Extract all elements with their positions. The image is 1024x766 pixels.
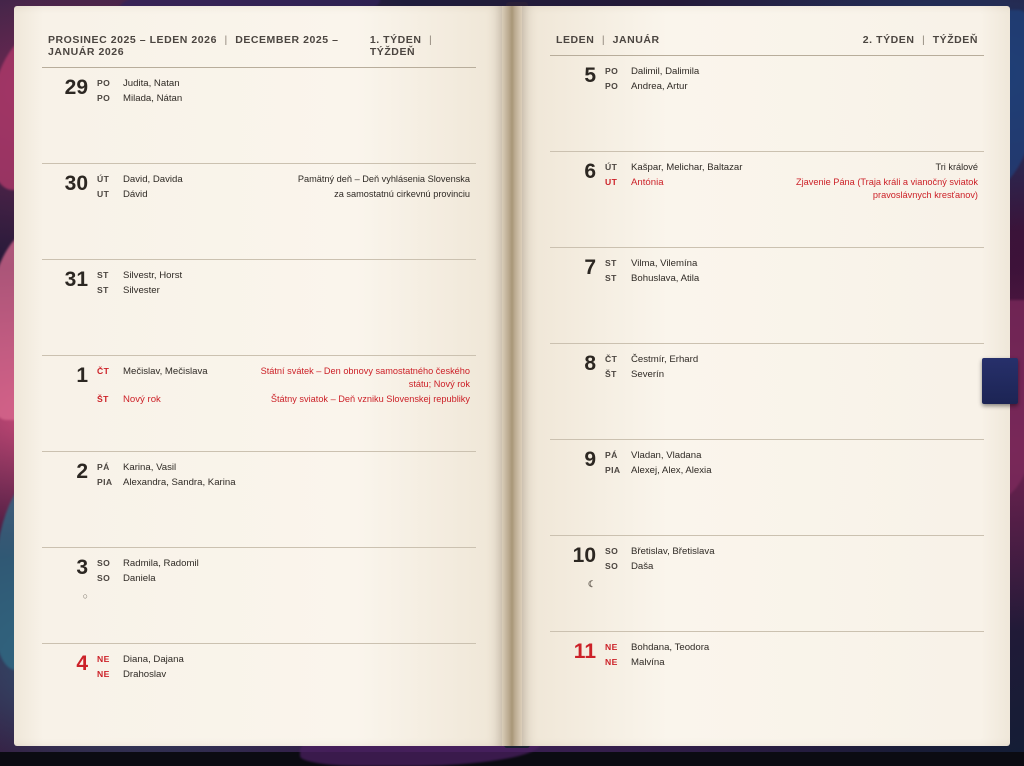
weekday-abbr: PÁ — [605, 450, 618, 460]
day-number: 30 — [64, 172, 88, 195]
day-number-block — [48, 269, 97, 355]
day-number: 10 — [572, 544, 596, 567]
name-day-names: Alexandra, Sandra, Karina — [123, 476, 236, 488]
name-day-names: Severín — [631, 368, 665, 380]
day-number-block — [556, 545, 605, 631]
day-note: Tri králové — [935, 162, 978, 172]
weekday-abbr: PO — [97, 92, 111, 103]
weekday-abbr: PIA — [605, 464, 621, 475]
book-gutter — [502, 6, 522, 746]
name-day-entry — [605, 176, 978, 203]
day-number: 1 — [76, 364, 88, 387]
weekday-abbr: ST — [97, 270, 109, 280]
day-number-block — [556, 257, 605, 343]
day-number: 7 — [584, 256, 596, 279]
day-note-secondary: za samostatnú cirkevnú provinciu — [334, 188, 470, 199]
name-day-entry — [97, 284, 470, 298]
weekday-abbr: ČT — [605, 354, 618, 364]
day-row[interactable] — [550, 440, 984, 536]
name-day-names: Malvína — [631, 656, 665, 668]
day-number-block — [48, 173, 97, 259]
day-row[interactable] — [550, 344, 984, 440]
day-number: 6 — [584, 160, 596, 183]
name-day-entry — [97, 77, 470, 91]
name-day-entry — [605, 161, 978, 175]
day-entries — [605, 353, 978, 439]
day-row[interactable] — [550, 152, 984, 248]
name-day-entry — [97, 188, 470, 202]
right-header-title-sk: JANUÁR — [612, 34, 660, 46]
day-number: 11 — [573, 640, 596, 663]
name-day-entry — [605, 80, 978, 94]
name-day-entry — [605, 368, 978, 382]
left-day-rows — [42, 68, 476, 738]
elastic-closure-band[interactable] — [982, 358, 1018, 404]
day-row[interactable] — [42, 356, 476, 452]
name-day-entry — [605, 464, 978, 478]
weekday-abbr: NE — [605, 656, 618, 667]
right-header-week-cs: 2. TÝDEN — [862, 34, 915, 46]
name-day-names: Bohuslava, Atila — [631, 272, 700, 284]
name-day-names: Nový rok — [123, 393, 161, 405]
left-header-sep-2: | — [428, 34, 433, 46]
name-day-names: Vilma, Vilemína — [631, 258, 698, 269]
day-entries — [97, 269, 470, 355]
day-row[interactable] — [42, 452, 476, 548]
day-number: 31 — [64, 268, 88, 291]
weekday-abbr: ČT — [97, 366, 110, 376]
name-day-entry — [97, 269, 470, 283]
day-note: Státní svátek – Den obnovy samostatného českého státu; Nový rok — [260, 366, 470, 390]
weekday-abbr: PO — [97, 78, 111, 88]
day-entries — [97, 557, 470, 643]
weekday-abbr: PO — [605, 80, 619, 91]
name-day-entry — [605, 449, 978, 463]
name-day-entry — [605, 560, 978, 574]
weekday-abbr: SO — [605, 560, 619, 571]
name-day-names: Silvester — [123, 284, 160, 296]
weekday-abbr: NE — [97, 668, 110, 679]
right-header-week-sk: TÝŽDEŇ — [932, 34, 978, 46]
name-day-names: Karina, Vasil — [123, 462, 177, 473]
right-day-rows — [550, 56, 984, 726]
day-note: Pamätný deň – Deň vyhlásenia Slovenska — [297, 174, 470, 184]
name-day-names: Alexej, Alex, Alexia — [631, 464, 712, 476]
name-day-names: Daša — [631, 560, 654, 572]
right-header-sep-2: | — [921, 34, 926, 46]
day-number-block — [556, 449, 605, 535]
day-row[interactable] — [42, 644, 476, 738]
day-row[interactable] — [42, 68, 476, 164]
day-number-block — [556, 65, 605, 151]
name-day-names: David, Davida — [123, 174, 183, 185]
name-day-entry — [605, 641, 978, 655]
left-header-titles — [48, 34, 370, 58]
day-number-block — [556, 161, 605, 247]
right-page — [522, 6, 1010, 746]
day-row[interactable] — [42, 164, 476, 260]
day-entries — [97, 365, 470, 451]
name-day-names: Vladan, Vladana — [631, 450, 702, 461]
right-header-week — [863, 34, 978, 46]
left-header-title-sk: DECEMBER 2025 – JANUÁR 2026 — [48, 34, 339, 58]
left-page-header — [42, 34, 476, 68]
day-entries — [605, 257, 978, 343]
day-entries — [605, 545, 978, 631]
name-day-names: Radmila, Radomil — [123, 558, 199, 569]
name-day-names: Judita, Natan — [123, 78, 180, 89]
left-header-title-cs: PROSINEC 2025 – LEDEN 2026 — [48, 34, 217, 46]
day-entries — [605, 449, 978, 535]
name-day-entry — [605, 545, 978, 559]
day-row[interactable] — [42, 260, 476, 356]
name-day-entry — [97, 92, 470, 106]
day-entries — [605, 65, 978, 151]
name-day-entry — [97, 365, 470, 392]
moon-phase-icon: ○ — [82, 591, 88, 601]
left-header-week-sk: TÝŽDEŇ — [369, 46, 416, 58]
weekday-abbr: ŠT — [605, 368, 617, 379]
day-entries — [97, 77, 470, 163]
day-number-block — [556, 353, 605, 439]
left-header-week-cs: 1. TÝDEN — [369, 34, 422, 46]
name-day-names: Antónia — [631, 176, 664, 188]
moon-phase-icon: ☾ — [587, 579, 596, 589]
weekday-abbr: PIA — [97, 476, 113, 487]
weekday-abbr: ST — [605, 272, 617, 283]
day-entries — [97, 173, 470, 259]
name-day-entry — [605, 257, 978, 271]
left-page — [14, 6, 502, 746]
day-entries — [605, 641, 978, 726]
name-day-entry — [605, 272, 978, 286]
day-row[interactable] — [550, 632, 984, 726]
name-day-entry — [605, 353, 978, 367]
day-number-block — [48, 461, 97, 547]
right-header-titles — [556, 34, 660, 46]
weekday-abbr: ÚT — [97, 174, 110, 184]
name-day-entry — [97, 668, 470, 682]
day-number: 2 — [76, 460, 88, 483]
name-day-entry — [97, 557, 470, 571]
day-number: 8 — [584, 352, 596, 375]
weekday-abbr: ŠT — [97, 393, 109, 404]
right-header-title-cs: LEDEN — [556, 34, 595, 46]
day-number-block — [48, 557, 97, 643]
day-row[interactable] — [42, 548, 476, 644]
weekday-abbr: ÚT — [605, 162, 618, 172]
name-day-names: Kašpar, Melichar, Baltazar — [631, 162, 743, 173]
weekday-abbr: NE — [605, 642, 618, 652]
day-note-secondary: Štátny sviatok – Deň vzniku Slovenskej republiky — [270, 393, 470, 404]
open-planner-book — [14, 6, 1010, 746]
name-day-entry — [97, 476, 470, 490]
name-day-names: Čestmír, Erhard — [631, 354, 699, 365]
name-day-entry — [605, 656, 978, 670]
name-day-names: Břetislav, Břetislava — [631, 546, 715, 557]
day-row[interactable] — [550, 248, 984, 344]
weekday-abbr: SO — [97, 572, 111, 583]
day-row[interactable] — [550, 56, 984, 152]
name-day-names: Dávid — [123, 188, 148, 200]
name-day-names: Daniela — [123, 572, 156, 584]
name-day-entry — [605, 65, 978, 79]
name-day-names: Silvestr, Horst — [123, 270, 183, 281]
day-number: 9 — [584, 448, 596, 471]
name-day-entry — [97, 393, 470, 407]
weekday-abbr: SO — [605, 546, 619, 556]
name-day-names: Dalimil, Dalimila — [631, 66, 700, 77]
weekday-abbr: PÁ — [97, 462, 110, 472]
name-day-names: Andrea, Artur — [631, 80, 688, 92]
weekday-abbr: UT — [97, 188, 110, 199]
name-day-names: Milada, Nátan — [123, 92, 183, 104]
weekday-abbr: SO — [97, 558, 111, 568]
weekday-abbr: ST — [605, 258, 617, 268]
left-header-sep-1: | — [224, 34, 228, 46]
name-day-entry — [97, 653, 470, 667]
day-number: 3 — [76, 556, 88, 579]
day-number: 4 — [76, 652, 88, 675]
name-day-entry — [97, 461, 470, 475]
right-page-header — [550, 34, 984, 56]
day-note-secondary: Zjavenie Pána (Traja králi a vianočný sviatok pravoslávnych kresťanov) — [796, 176, 978, 201]
weekday-abbr: NE — [97, 654, 110, 664]
day-entries — [97, 653, 470, 738]
weekday-abbr: UT — [605, 176, 618, 187]
day-entries — [97, 461, 470, 547]
name-day-names: Drahoslav — [123, 668, 167, 680]
day-row[interactable] — [550, 536, 984, 632]
name-day-entry — [97, 572, 470, 586]
weekday-abbr: ST — [97, 284, 109, 295]
day-number-block — [48, 77, 97, 163]
day-number-block — [48, 365, 97, 451]
left-header-week — [370, 34, 470, 58]
day-number-block — [48, 653, 97, 738]
day-number-block — [556, 641, 605, 726]
name-day-names: Mečislav, Mečislava — [123, 366, 208, 377]
name-day-names: Bohdana, Teodora — [631, 642, 710, 653]
day-number: 5 — [584, 64, 596, 87]
name-day-entry — [97, 173, 470, 187]
weekday-abbr: PO — [605, 66, 619, 76]
name-day-names: Diana, Dajana — [123, 654, 184, 665]
right-header-sep-1: | — [601, 34, 606, 46]
day-entries — [605, 161, 978, 247]
day-number: 29 — [64, 76, 88, 99]
